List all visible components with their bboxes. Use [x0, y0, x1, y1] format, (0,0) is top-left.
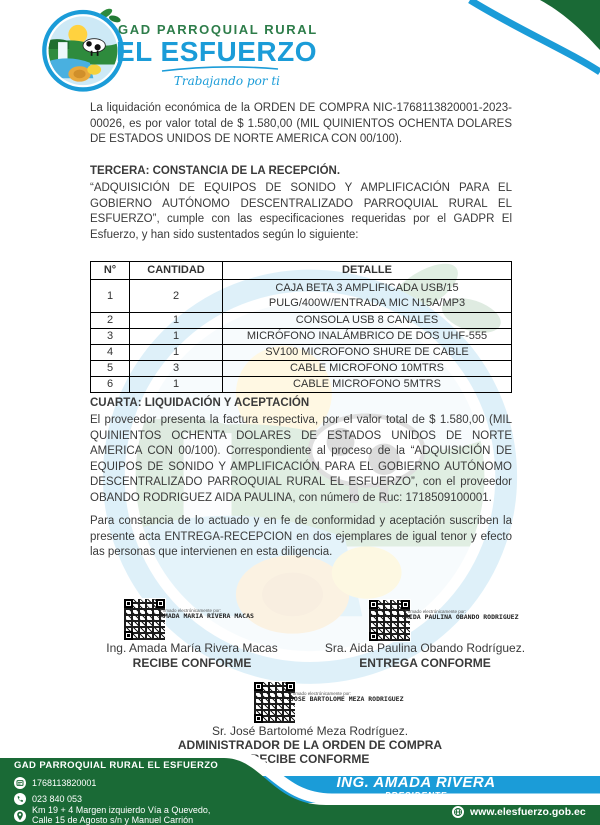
cell-numero: 2: [91, 313, 130, 329]
cell-cantidad: 1: [130, 345, 223, 361]
cell-detalle: CONSOLA USB 8 CANALES: [223, 313, 512, 329]
cell-detalle: SV100 MICROFONO SHURE DE CABLE: [223, 345, 512, 361]
signatory-conform-obando: ENTREGA CONFORME: [359, 656, 491, 670]
cell-numero: 6: [91, 377, 130, 393]
qr-finder-icon: [286, 682, 295, 691]
esign-caption-obando: [405, 609, 525, 621]
table-header-row: [91, 262, 512, 280]
table-row: [91, 361, 512, 377]
org-name-label: EL ESFUERZO: [116, 36, 318, 67]
cell-detalle: MICRÓFONO INALÁMBRICO DE DOS UHF-555: [223, 329, 512, 345]
signatory-role-meza: ADMINISTRADOR DE LA ORDEN DE COMPRA: [177, 738, 443, 752]
qr-finder-icon: [156, 599, 165, 608]
footer-address-row: [14, 806, 210, 825]
footer-address: [32, 806, 210, 825]
cell-detalle: CAJA BETA 3 AMPLIFICADA USB/15 PULG/400W/ENTRADA MIC N15A/MP3: [223, 280, 512, 313]
cell-cantidad: 1: [130, 377, 223, 393]
footer-phone-row: [14, 793, 82, 805]
esign-name: AMADA MARIA RIVERA MACAS: [160, 612, 254, 620]
phone-icon: [14, 793, 26, 805]
slogan-block: [150, 66, 280, 90]
president-name: ING. AMADA RIVERA: [336, 774, 496, 791]
table-row: [91, 345, 512, 361]
esign-name: JOSE BARTOLOME MEZA RODRIGUEZ: [290, 695, 404, 703]
esign-caption-rivera: [160, 608, 280, 620]
qr-finder-icon: [124, 631, 133, 640]
col-header-numero: N°: [91, 262, 130, 280]
paragraph-adquisicion: “ADQUISICIÓN DE EQUIPOS DE SONIDO Y AMPLIFICACIÓN PARA EL GOBIERNO AUTÓNOMO DESCENTRALIZADO PARROQUIAL RURAL EL ESFUERZO”, cumple con las especificaciones requeridas por el GADPR El Esfuerzo, y han sido sustentados según lo siguiente:: [90, 182, 512, 241]
qr-finder-icon: [401, 600, 410, 609]
col-header-cantidad: CANTIDAD: [130, 262, 223, 280]
org-type-label: GAD PARROQUIAL RURAL: [118, 22, 318, 37]
qr-code-signature-rivera: [124, 599, 165, 640]
cell-cantidad: 1: [130, 329, 223, 345]
paragraph-constancia: Para constancia de lo actuado y en fe de conformidad y aceptación suscriben la presente acta ENTREGA-RECEPCION en dos ejemplares de igual tenor y efecto las personas que intervienen en esta diligencia.: [90, 515, 512, 559]
esign-name: AIDA PAULINA OBANDO RODRIGUEZ: [405, 613, 519, 621]
esign-prefix: Firmado electrónicamente por:: [160, 608, 222, 613]
paragraph-proveedor: El proveedor presenta la factura respectiva, por el valor total de $ 1.580,00 (MIL QUINIENTOS OCHENTA DOLARES DE ESTADOS UNIDOS DE NORTE AMERICA CON 00/100). Correspondiente al proceso de la “ADQUISICIÓN DE EQUIPOS DE SONIDO Y AMPLIFICACIÓN PARA EL GOBIERNO AUTÓNOMO DESCENTRALIZADO PARROQUIAL RURAL EL ESFUERZO”, con el proveedor OBANDO RODRIGUEZ AIDA PAULINA, con número de Ruc: 1718509100001.: [90, 414, 512, 504]
qr-finder-icon: [254, 682, 263, 691]
esign-prefix: Firmado electrónicamente por:: [290, 691, 352, 696]
esign-prefix: Firmado electrónicamente por:: [405, 609, 467, 614]
cell-numero: 4: [91, 345, 130, 361]
footer-ruc: 1768113820001: [32, 778, 97, 788]
slogan-text: Trabajando por ti: [173, 74, 280, 88]
heading-cuarta: CUARTA: LIQUIDACIÓN Y ACEPTACIÓN: [90, 397, 310, 409]
qr-finder-icon: [369, 632, 378, 641]
footer-phone: 023 840 053: [32, 794, 83, 804]
signatory-name-obando: Sra. Aida Paulina Obando Rodríguez.: [324, 641, 526, 655]
cell-cantidad: 3: [130, 361, 223, 377]
col-header-detalle: DETALLE: [223, 262, 512, 280]
qr-finder-icon: [254, 714, 263, 723]
footer-ruc-row: [14, 777, 96, 789]
globe-icon: [452, 806, 464, 818]
signatory-name-rivera: Ing. Amada María Rivera Macas: [106, 641, 278, 655]
slogan-swoosh-line: [160, 66, 280, 72]
qr-code-signature-meza: [254, 682, 295, 723]
cell-cantidad: 1: [130, 313, 223, 329]
qr-finder-icon: [124, 599, 133, 608]
signatory-conform-rivera: RECIBE CONFORME: [132, 656, 252, 670]
footer-org-name: GAD PARROQUIAL RURAL EL ESFUERZO: [14, 760, 219, 771]
table-row: [91, 329, 512, 345]
items-table: [90, 261, 512, 393]
table-row: [91, 313, 512, 329]
signatory-conform-meza: RECIBE CONFORME: [250, 752, 370, 766]
table-row: [91, 280, 512, 313]
qr-finder-icon: [369, 600, 378, 609]
footer-website-row: [452, 806, 586, 818]
footer-address-line2: Calle 15 de Agosto s/n y Manuel Carrión: [32, 814, 194, 825]
cell-numero: 1: [91, 280, 130, 313]
cell-detalle: CABLE MICROFONO 5MTRS: [223, 377, 512, 393]
gad-logo: [40, 6, 126, 92]
footer-website: www.elesfuerzo.gob.ec: [470, 806, 586, 818]
esign-caption-meza: [290, 691, 410, 703]
cell-cantidad: 2: [130, 280, 223, 313]
president-title: PRESIDENTE: [384, 790, 448, 800]
id-card-icon: [14, 777, 26, 789]
location-pin-icon: [14, 810, 26, 822]
heading-tercera: TERCERA: CONSTANCIA DE LA RECEPCIÓN.: [90, 165, 341, 177]
qr-code-signature-obando: [369, 600, 410, 641]
signatory-name-meza: Sr. José Bartolomé Meza Rodríguez.: [211, 724, 409, 738]
table-row: [91, 377, 512, 393]
cell-detalle: CABLE MICROFONO 10MTRS: [223, 361, 512, 377]
paragraph-liquidacion: La liquidación económica de la ORDEN DE COMPRA NIC-1768113820001-2023-00026, es por valor total de $ 1.580,00 (MIL QUINIENTOS OCHENTA DOLARES DE ESTADOS UNIDOS DE NORTE AMERICA CON 00/100).: [90, 102, 512, 146]
footer-address-line1: Km 19 + 4 Margen izquierdo Vía a Quevedo,: [32, 805, 211, 815]
cell-numero: 5: [91, 361, 130, 377]
cell-numero: 3: [91, 329, 130, 345]
corner-decoration: [420, 0, 600, 100]
